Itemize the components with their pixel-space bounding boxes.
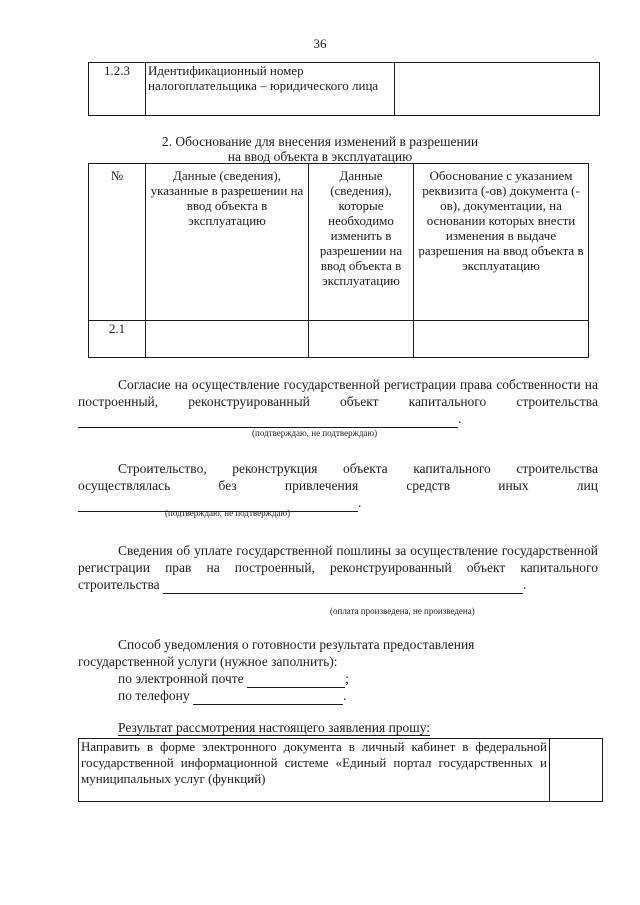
fee-text: Сведения об уплате государственной пошлины за осуществление государственной регистрации прав на построенный, реконструированный объект капитального строительства xyxy=(78,543,598,592)
result-heading xyxy=(118,719,430,736)
table-header-row xyxy=(89,164,589,321)
consent-text: Согласие на осуществление государственной регистрации права собственности на построенный, реконструированный объект капитального строительства xyxy=(78,377,598,409)
fee-block: Сведения об уплате государственной пошлины за осуществление государственной регистрации прав на построенный, реконструированный объект капитального строительства . xyxy=(78,543,598,592)
section-title: 2. Обоснование для внесения изменений в разрешении xyxy=(161,134,479,149)
fee-answer-line[interactable] xyxy=(163,576,523,594)
row-number: 2.1 xyxy=(89,321,146,358)
changed-data-cell[interactable] xyxy=(309,321,414,358)
email-input-line[interactable] xyxy=(247,670,345,688)
column-header-current-data: Данные (сведения), указанные в разрешении на ввод объекта в эксплуатацию xyxy=(146,164,309,321)
phone-input-line[interactable] xyxy=(193,687,343,705)
taxpayer-id-table xyxy=(88,62,600,116)
column-header-changed-data: Данные (сведения), которые необходимо изменить в разрешении на ввод объекта в эксплуатацию xyxy=(309,164,414,321)
column-header-justification: Обоснование с указанием реквизита (-ов) документа (-ов), документации, на основании которых внести изменения в выдаче разрешения на ввод объекта в эксплуатацию xyxy=(414,164,589,321)
construction-text: Строительство, реконструкция объекта капитального строительства осуществлялась без привлечения средств иных лиц xyxy=(78,461,598,493)
phone-row: по телефону . xyxy=(118,688,347,703)
result-options-table xyxy=(78,738,603,802)
construction-block: Строительство, реконструкция объекта капитального строительства осуществлялась без привлечения средств иных лиц . xyxy=(78,461,598,510)
consent-note: (подтверждаю, не подтверждаю) xyxy=(252,428,378,438)
result-option-checkbox[interactable] xyxy=(550,739,603,802)
consent-block: Согласие на осуществление государственной регистрации права собственности на построенный, реконструированный объект капитального строительства . xyxy=(78,377,598,426)
current-data-cell[interactable] xyxy=(146,321,309,358)
table-row xyxy=(79,739,603,802)
construction-note: (подтверждаю, не подтверждаю) xyxy=(165,508,291,518)
taxpayer-id-value[interactable] xyxy=(395,63,600,116)
notify-heading-1: Способ уведомления о готовности результата предоставления xyxy=(118,637,475,652)
fee-note: (оплата произведена, не произведена) xyxy=(330,606,475,616)
table-row xyxy=(89,321,589,358)
row-label: Идентификационный номер налогоплательщика – юридического лица xyxy=(146,63,395,116)
justification-cell[interactable] xyxy=(414,321,589,358)
email-label: по электронной почте xyxy=(118,671,244,686)
page-number: 36 xyxy=(313,36,327,51)
column-header-number: № xyxy=(89,164,146,321)
email-row: по электронной почте ; xyxy=(118,671,349,686)
phone-label: по телефону xyxy=(118,688,190,703)
consent-answer-line[interactable] xyxy=(78,410,458,428)
row-number: 1.2.3 xyxy=(89,63,146,116)
section-title-line2: на ввод объекта в эксплуатацию xyxy=(227,149,413,164)
result-option-text: Направить в форме электронного документа в личный кабинет в федеральной государственной информационной системе «Единый портал государственных и муниципальных услуг (функций) xyxy=(79,739,550,802)
table-row xyxy=(89,63,600,116)
result-heading-text: Результат рассмотрения настоящего заявления прошу: xyxy=(118,720,431,735)
changes-table xyxy=(88,163,589,358)
notify-heading-2: государственной услуги (нужное заполнить): xyxy=(78,654,338,669)
